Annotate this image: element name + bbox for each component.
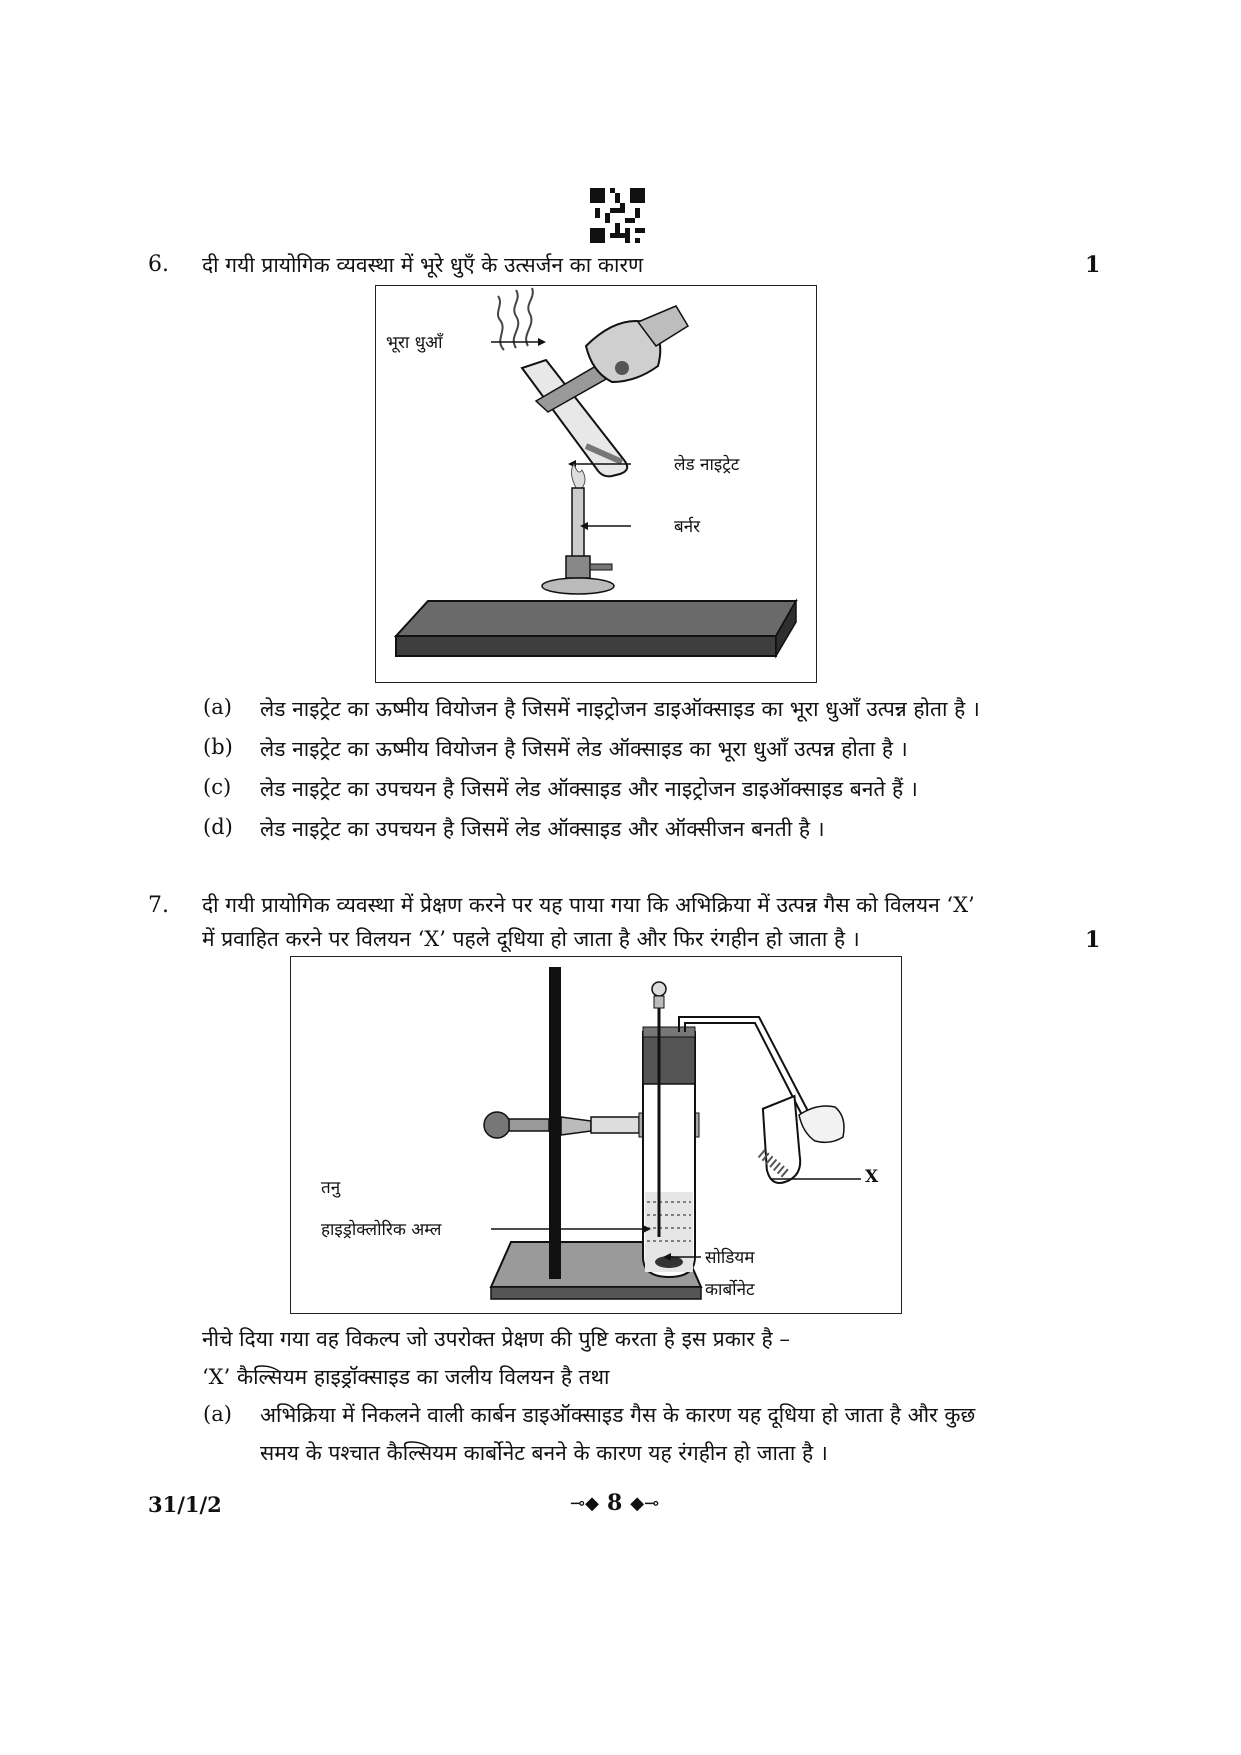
q6-option-c-text: लेड नाइट्रेट का उपचयन है जिसमें लेड ऑक्साइड और नाइट्रोजन डाइऑक्साइड बनते हैं । xyxy=(260,777,918,801)
label-sodium: सोडियम xyxy=(705,1248,755,1268)
q7-statement: नीचे दिया गया वह विकल्प जो उपरोक्त प्रेक्षण की पुष्टि करता है इस प्रकार है – xyxy=(202,1327,790,1351)
q6-option-d-text: लेड नाइट्रेट का उपचयन है जिसमें लेड ऑक्साइड और ऑक्सीजन बनती है । xyxy=(260,817,825,841)
q6-option-a-label: (a) xyxy=(203,695,232,719)
brown-fumes-icon xyxy=(498,288,533,350)
hand-holding-tongs-icon xyxy=(536,306,688,412)
table-top-icon xyxy=(396,601,796,656)
q7-question-line1: दी गयी प्रायोगिक व्यवस्था में प्रेक्षण करने पर यह पाया गया कि अभिक्रिया में उत्पन्न गैस को विलयन ‘X’ xyxy=(202,893,975,917)
bunsen-burner-icon xyxy=(542,488,614,594)
hand-icon xyxy=(799,1106,844,1142)
q6-option-d-label: (d) xyxy=(203,815,233,839)
flame-icon xyxy=(571,464,585,488)
stand-rod-icon xyxy=(549,967,561,1279)
q6-figure-lead-nitrate-heating xyxy=(375,285,817,683)
label-carbonate: कार्बोनेट xyxy=(705,1280,755,1300)
boiling-tube-icon xyxy=(643,1027,695,1277)
q7-question-line2: में प्रवाहित करने पर विलयन ‘X’ पहले दूधिया हो जाता है और फिर रंगहीन हो जाता है । xyxy=(202,927,860,951)
page-number-block xyxy=(570,1490,659,1516)
paper-code: 31/1/2 xyxy=(148,1492,222,1517)
q7-marks: 1 xyxy=(1085,927,1101,953)
ornament-left-icon: ⊸◆ xyxy=(570,1492,599,1514)
q6-option-a-text: लेड नाइट्रेट का ऊष्मीय वियोजन है जिसमें नाइट्रोजन डाइऑक्साइड का भूरा धुआँ उत्पन्न होता है । xyxy=(260,697,980,721)
q6-marks: 1 xyxy=(1085,252,1101,278)
q6-question-text: दी गयी प्रायोगिक व्यवस्था में भूरे धुएँ के उत्सर्जन का कारण xyxy=(202,253,644,277)
q6-number: 6. xyxy=(148,252,169,277)
label-solution-x: X xyxy=(865,1167,879,1187)
label-hydrochloric-acid: हाइड्रोक्लोरिक अम्ल xyxy=(321,1220,442,1240)
label-dilute: तनु xyxy=(321,1178,341,1198)
label-lead-nitrate: लेड नाइट्रेट xyxy=(674,455,740,475)
q6-option-b-text: लेड नाइट्रेट का ऊष्मीय वियोजन है जिसमें लेड ऑक्साइड का भूरा धुआँ उत्पन्न होता है । xyxy=(260,737,908,761)
q6-option-c-label: (c) xyxy=(203,775,232,799)
label-brown-fumes: भूरा धुआँ xyxy=(386,333,443,353)
q7-option-a-line1: अभिक्रिया में निकलने वाली कार्बन डाइऑक्साइड गैस के कारण यह दूधिया हो जाता है और कुछ xyxy=(260,1403,976,1427)
q7-number: 7. xyxy=(148,893,169,918)
page-number: 8 xyxy=(606,1490,623,1516)
q7-figure-gas-preparation xyxy=(290,956,902,1314)
q7-option-a-label: (a) xyxy=(203,1402,232,1426)
q6-option-b-label: (b) xyxy=(203,735,233,759)
qr-code xyxy=(590,188,645,243)
label-burner: बर्नर xyxy=(674,517,701,537)
q7-option-a-line2: समय के पश्चात कैल्सियम कार्बोनेट बनने के कारण यह रंगहीन हो जाता है । xyxy=(260,1441,828,1465)
ornament-right-icon: ◆⊸ xyxy=(630,1492,660,1514)
q7-given: ‘X’ कैल्सियम हाइड्रॉक्साइड का जलीय विलयन है तथा xyxy=(202,1365,610,1389)
